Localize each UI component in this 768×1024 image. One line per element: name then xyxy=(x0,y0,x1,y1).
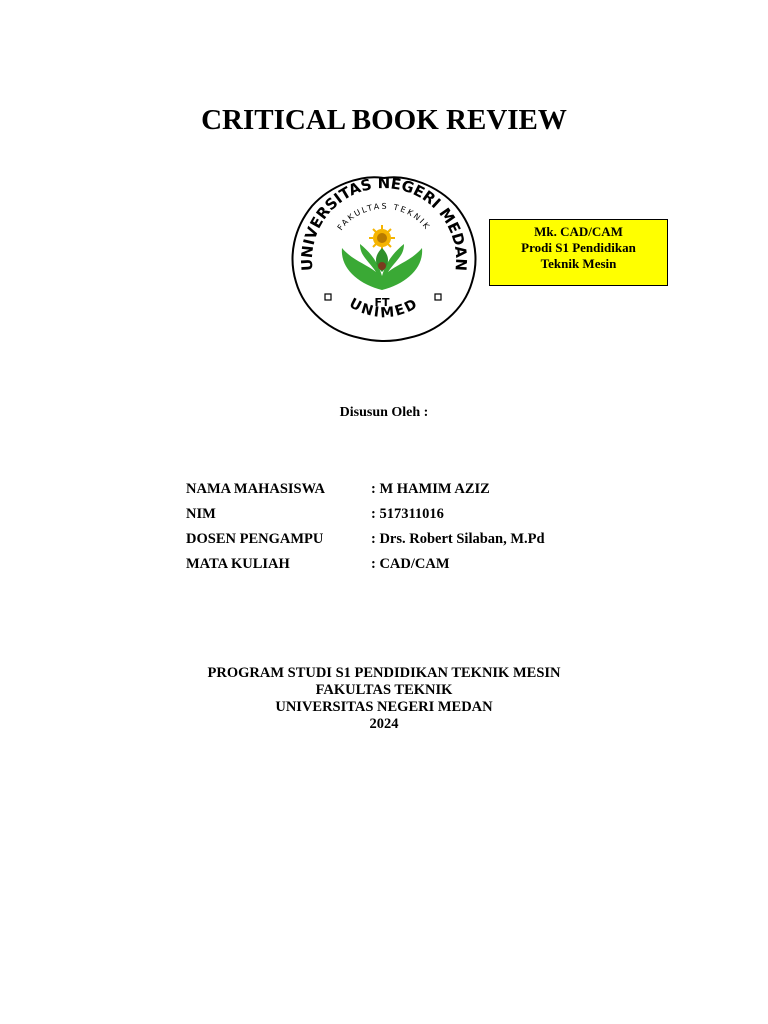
prepared-by-label: Disusun Oleh : xyxy=(339,405,429,420)
info-value: : 517311016 xyxy=(371,506,444,522)
footer-university: UNIVERSITAS NEGERI MEDAN xyxy=(275,699,493,715)
document-title: CRITICAL BOOK REVIEW xyxy=(201,104,567,136)
info-label: DOSEN PENGAMPU xyxy=(186,531,324,547)
logo-arc-text: UNIVERSITAS NEGERI MEDAN xyxy=(297,174,471,272)
info-row-name xyxy=(186,480,626,505)
info-row-course xyxy=(186,555,626,580)
logo-inner-text: FAKULTAS TEKNIK xyxy=(335,201,433,233)
info-value: : M HAMIM AZIZ xyxy=(371,481,490,497)
footer-program: PROGRAM STUDI S1 PENDIDIKAN TEKNIK MESIN xyxy=(207,665,561,681)
unimed-logo xyxy=(288,172,480,342)
student-info xyxy=(186,480,626,580)
course-box xyxy=(489,219,668,286)
logo-ft-text: FT xyxy=(374,296,390,309)
course-box-line3: Teknik Mesin xyxy=(540,256,617,271)
info-label: NAMA MAHASISWA xyxy=(186,481,325,497)
info-value: : Drs. Robert Silaban, M.Pd xyxy=(371,531,545,547)
footer-faculty: FAKULTAS TEKNIK xyxy=(315,682,453,698)
logo-bottom-text: UNIMED xyxy=(346,295,422,322)
unimed-logo-icon xyxy=(288,172,480,342)
info-row-nim xyxy=(186,505,626,530)
info-label: MATA KULIAH xyxy=(186,556,290,572)
course-box-line2: Prodi S1 Pendidikan xyxy=(521,240,636,255)
info-row-lecturer xyxy=(186,530,626,555)
info-value: : CAD/CAM xyxy=(371,556,450,572)
footer-year: 2024 xyxy=(369,716,399,732)
course-box-line1: Mk. CAD/CAM xyxy=(534,224,623,239)
footer-institution xyxy=(0,665,768,733)
info-label: NIM xyxy=(186,506,216,522)
